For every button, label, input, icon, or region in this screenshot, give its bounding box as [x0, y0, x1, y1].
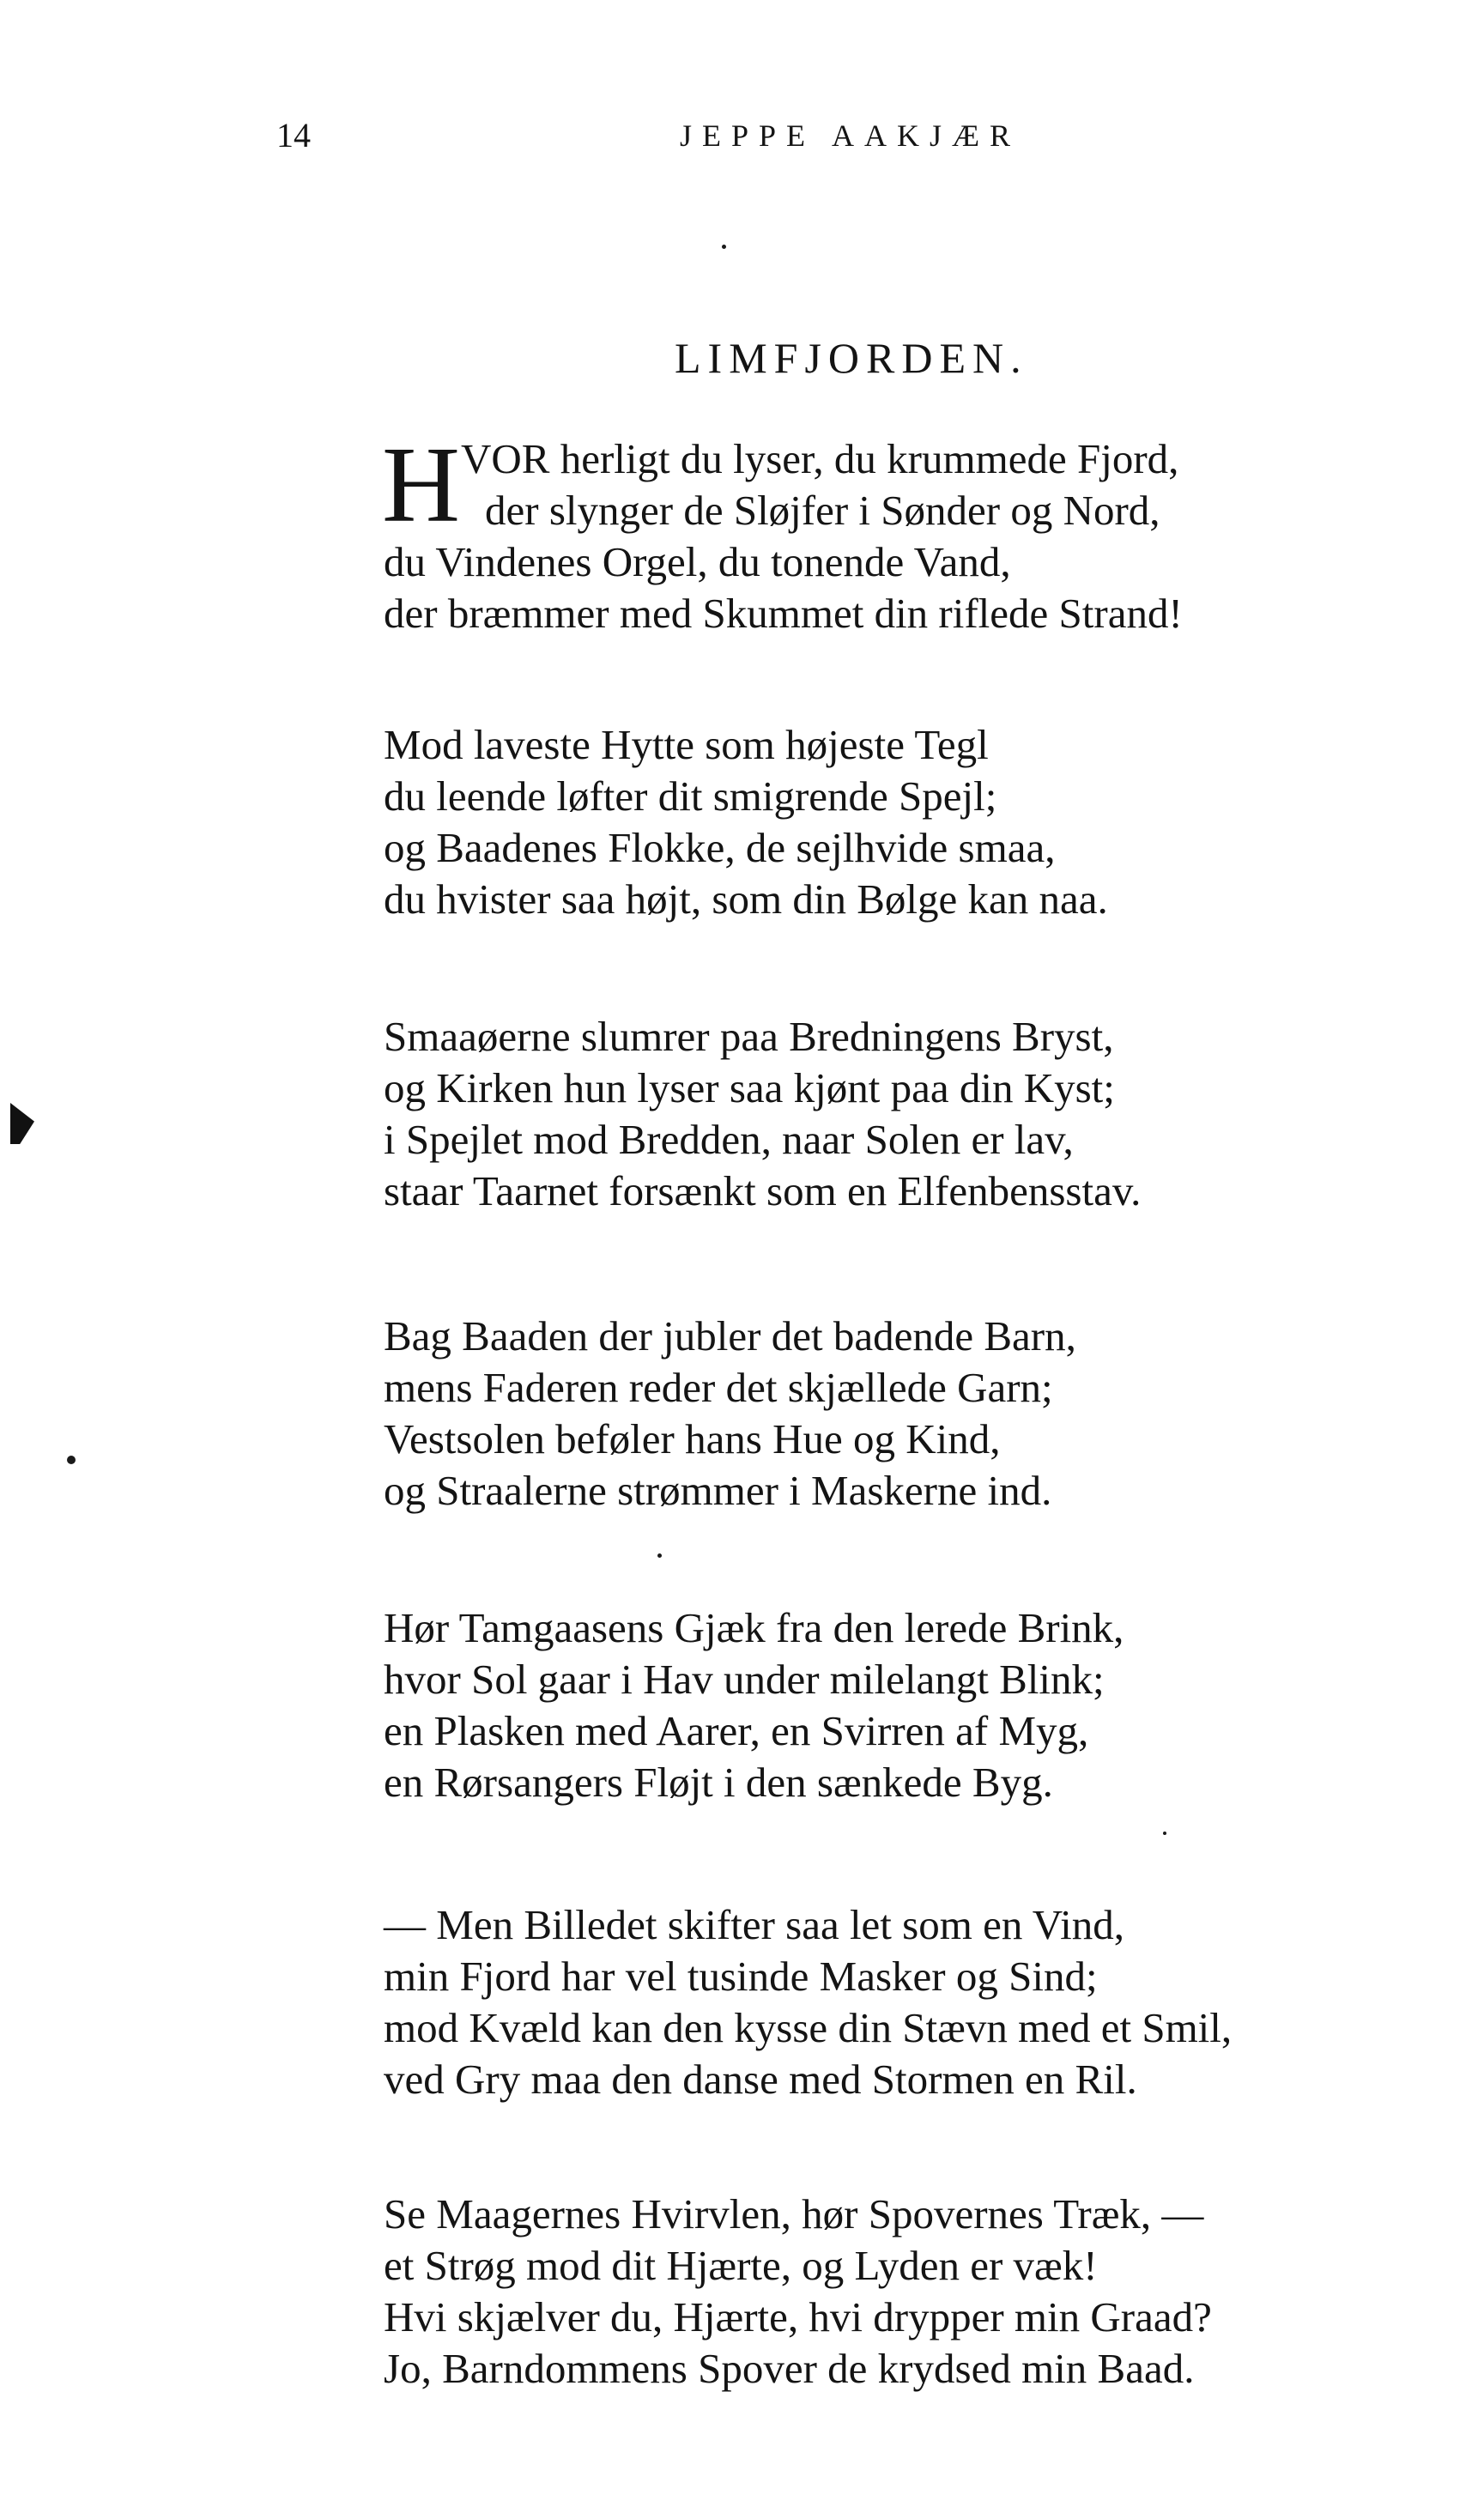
- poem-line: en Plasken med Aarer, en Svirren af Myg,: [384, 1707, 1089, 1754]
- stanza: [382, 426, 1457, 639]
- poem-line: og Baadenes Flokke, de sejlhvide smaa,: [384, 824, 1056, 871]
- stanza: [384, 1311, 1457, 1517]
- poem-line: mod Kvæld kan den kysse din Stævn med et Smil,: [384, 2004, 1233, 2051]
- poem-line: og Straalerne strømmer i Maskerne ind.: [384, 1467, 1052, 1514]
- poem-line: mens Faderen reder det skjællede Garn;: [384, 1364, 1053, 1411]
- poem-line: og Kirken hun lyser saa kjønt paa din Kyst;: [384, 1064, 1115, 1111]
- poem-line: du leende løfter dit smigrende Spejl;: [384, 772, 997, 820]
- poem-line: staar Taarnet forsænkt som en Elfenbensstav.: [384, 1167, 1142, 1214]
- poem-line: der slynger de Sløjfer i Sønder og Nord,: [485, 487, 1160, 534]
- poem-line: hvor Sol gaar i Hav under milelangt Blink;: [384, 1656, 1105, 1703]
- scan-speck: [722, 245, 726, 249]
- scan-speck: [67, 1456, 76, 1464]
- poem-line: Bag Baaden der jubler det badende Barn,: [384, 1312, 1076, 1359]
- poem-line: Vestsolen beføler hans Hue og Kind,: [384, 1415, 1001, 1462]
- poem-line: Smaaøerne slumrer paa Bredningens Bryst,: [384, 1013, 1114, 1060]
- poem-line: [384, 433, 1457, 485]
- poem-line: du hvister saa højt, som din Bølge kan naa.: [384, 875, 1108, 923]
- running-head: JEPPE AAKJÆR: [680, 118, 1021, 153]
- poem-line: i Spejlet mod Bredden, naar Solen er lav,: [384, 1116, 1074, 1163]
- stanza: [384, 1011, 1457, 1217]
- poem-title: LIMFJORDEN.: [675, 334, 1028, 382]
- poem-line: Se Maagernes Hvirvlen, hør Spovernes Træk, —: [384, 2190, 1204, 2237]
- stanza: [384, 2189, 1457, 2395]
- margin-mark: [10, 1103, 34, 1144]
- stanza: [384, 1602, 1457, 1808]
- poem-line: der bræmmer med Skummet din riflede Strand!: [384, 590, 1183, 637]
- scan-speck: [657, 1553, 662, 1558]
- poem-line: en Rørsangers Fløjt i den sænkede Byg.: [384, 1759, 1053, 1806]
- first-word-small-caps: VOR: [461, 435, 550, 482]
- page-number: 14: [276, 116, 311, 154]
- first-line-text: herligt du lyser, du krummede Fjord,: [549, 435, 1179, 482]
- poem-line: du Vindenes Orgel, du tonende Vand,: [384, 538, 1011, 585]
- poem-line: Hvi skjælver du, Hjærte, hvi drypper min Graad?: [384, 2293, 1212, 2340]
- scan-speck: [1163, 1832, 1166, 1835]
- poem-line: Jo, Barndommens Spover de krydsed min Baad.: [384, 2345, 1195, 2392]
- drop-cap: H: [382, 426, 460, 545]
- poem-line: Mod laveste Hytte som højeste Tegl: [384, 721, 989, 768]
- poem-line: — Men Billedet skifter saa let som en Vind,: [384, 1901, 1125, 1948]
- poem-line: Hør Tamgaasens Gjæk fra den lerede Brink,: [384, 1604, 1124, 1651]
- poem-line: et Strøg mod dit Hjærte, og Lyden er væk!: [384, 2242, 1098, 2289]
- stanza: [384, 1899, 1457, 2105]
- poem-line: min Fjord har vel tusinde Masker og Sind;: [384, 1953, 1098, 2000]
- stanza: [384, 719, 1457, 925]
- poem-line: ved Gry maa den danse med Stormen en Ril.: [384, 2056, 1137, 2103]
